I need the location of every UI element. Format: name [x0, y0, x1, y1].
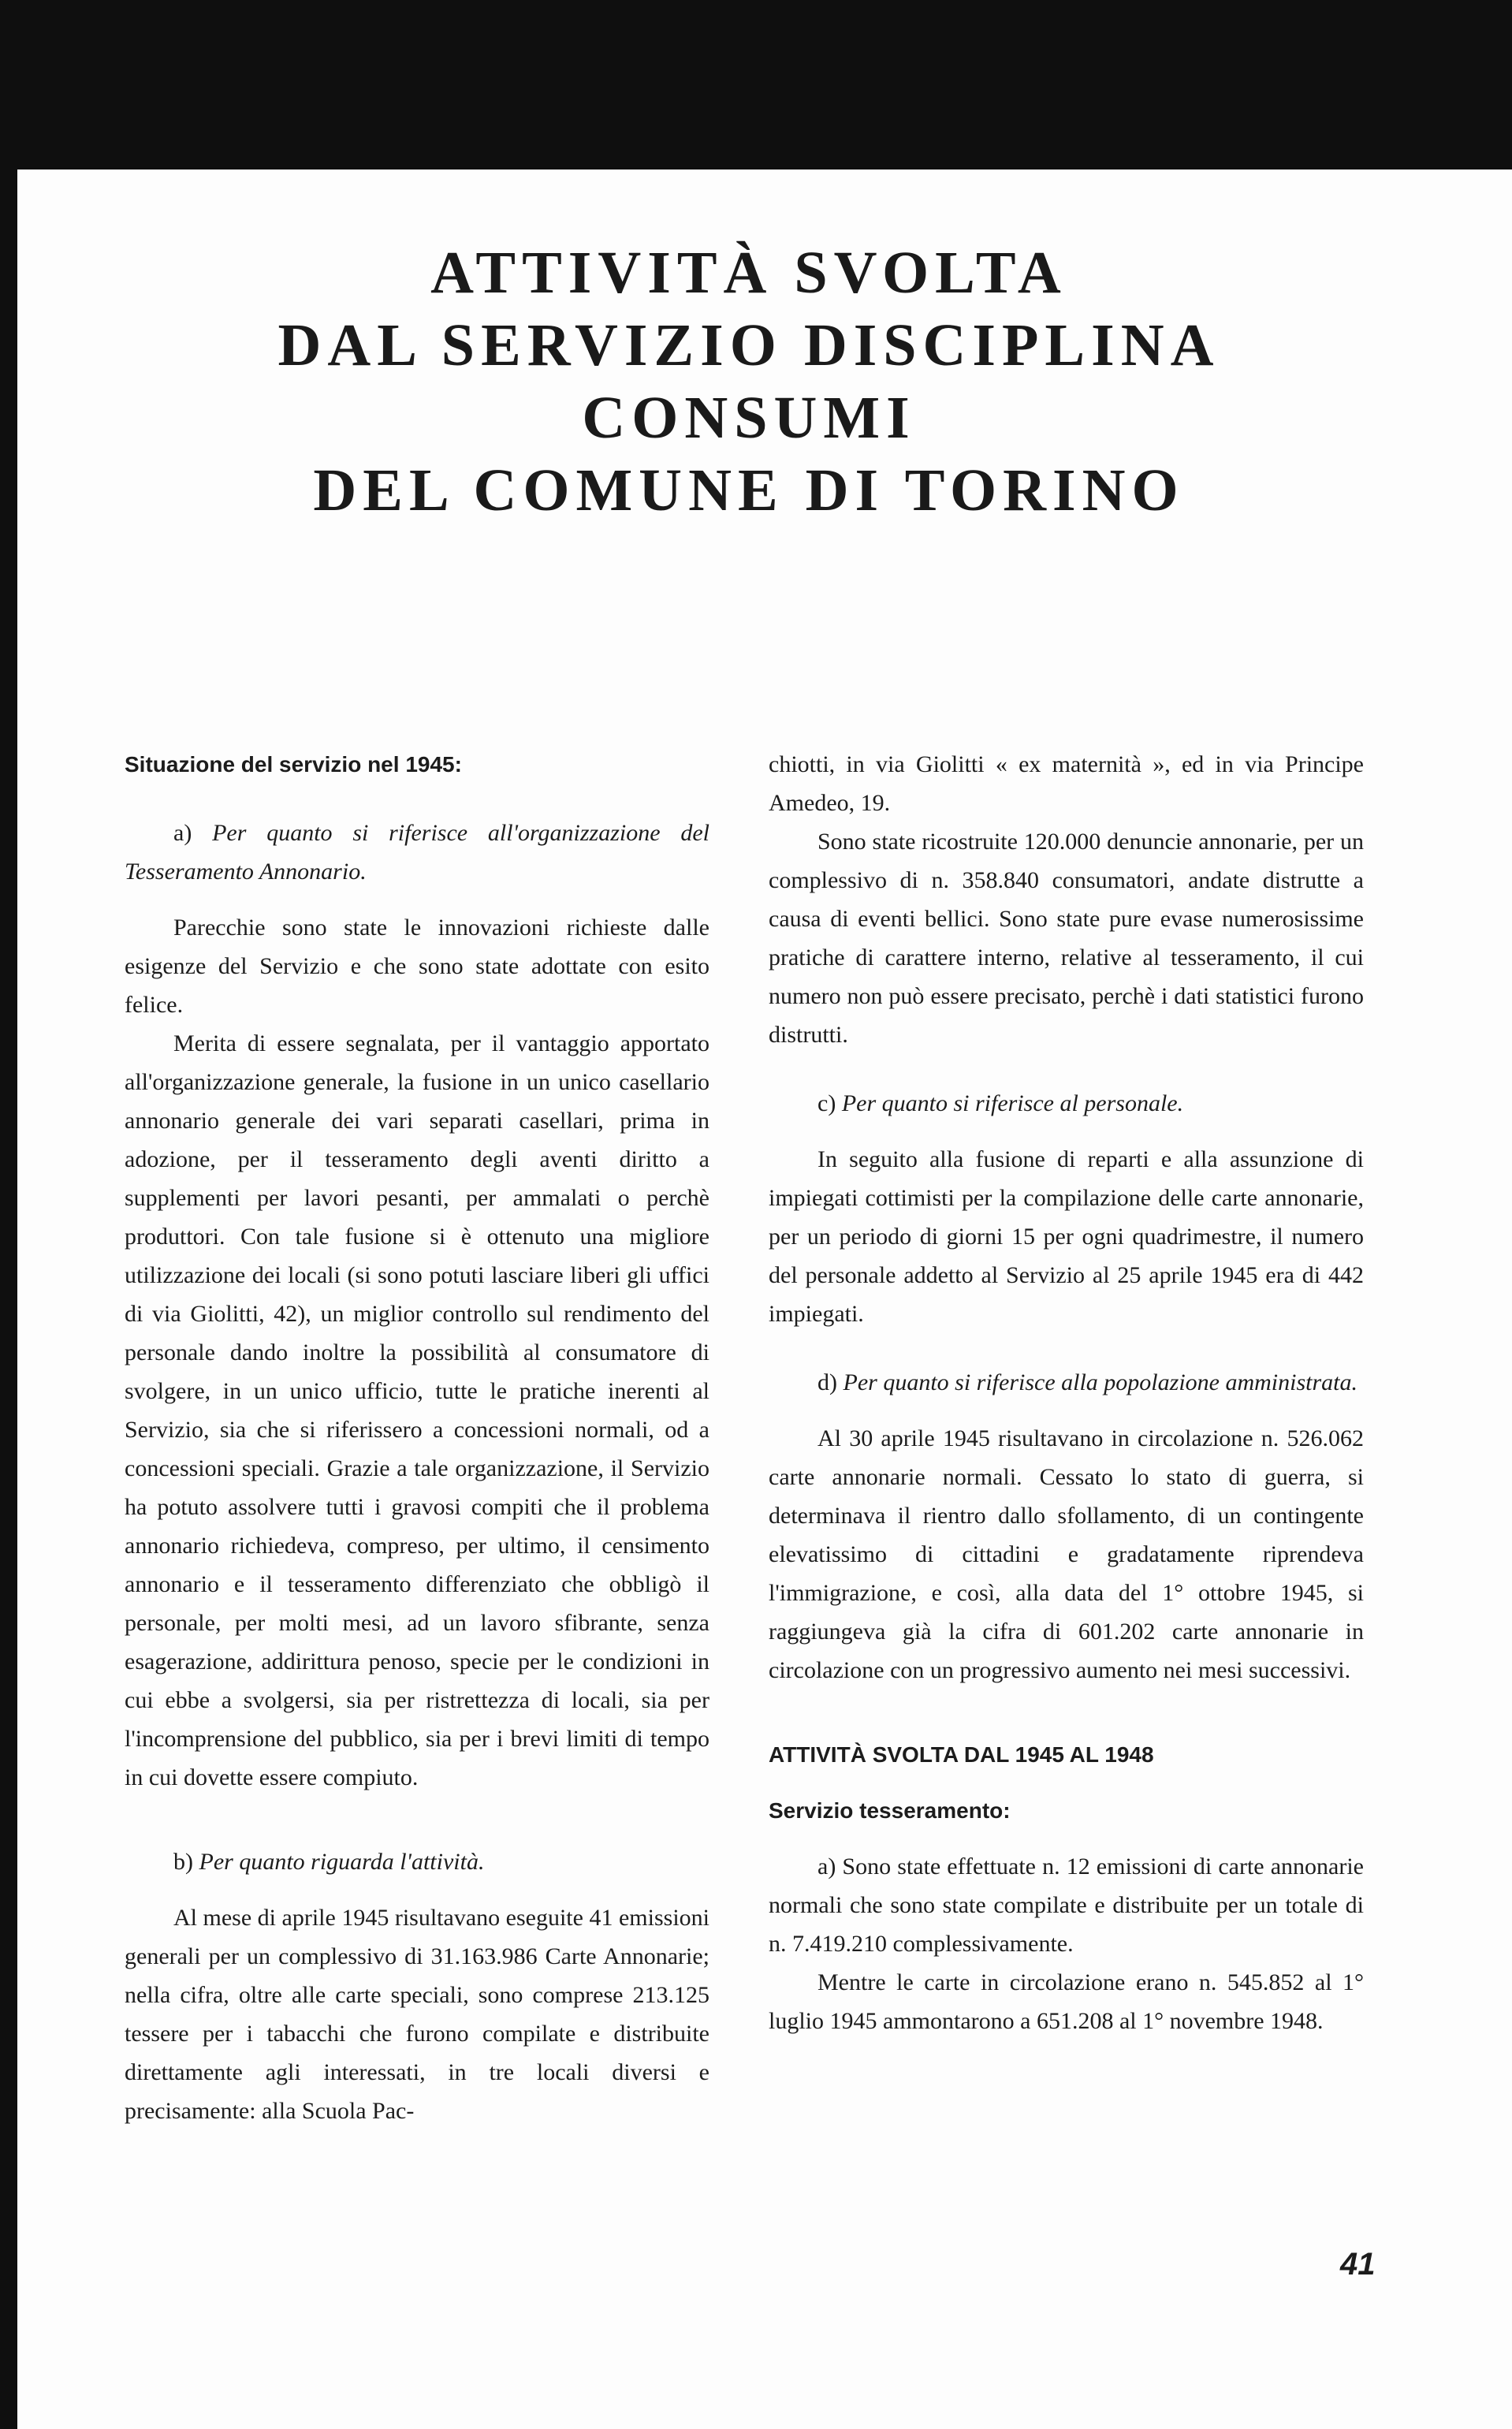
paragraph-personale: In seguito alla fusione di reparti e alla assunzione di impiegati cottimisti per la compilazione delle carte annonarie, per un periodo di giorni 15 per ogni quadrimestre, il numero del personale addetto al Servizio al 25 aprile 1945 era di 442 impiegati.: [769, 1146, 1364, 1327]
subsection-b-title: Per quanto riguarda l'attività.: [199, 1849, 485, 1875]
scan-border-left: [0, 0, 17, 2429]
subsection-c-title: Per quanto si riferisce al personale.: [841, 1090, 1184, 1116]
title-line-1: ATTIVITÀ SVOLTA: [430, 240, 1067, 306]
subsection-a-heading: [125, 814, 709, 891]
subsection-c-letter: c): [817, 1090, 836, 1116]
page-number: 41: [1340, 2247, 1376, 2282]
paragraph-continuation: chiotti, in via Giolitti « ex maternità », ed in via Principe Amedeo, 19.: [769, 751, 1364, 816]
subsection-b-heading: [125, 1842, 709, 1881]
title-line-2: DAL SERVIZIO DISCIPLINA CONSUMI: [277, 312, 1220, 451]
paragraph-denuncie: Sono state ricostruite 120.000 denuncie annonarie, per un complessivo di n. 358.840 consumatori, andate distrutte a causa di eventi bellici. Sono state pure evase numerosissime pratiche di carattere interno, relative al tesseramento, il cui numero non può essere precisato, perchè i dati statistici furono distrutti.: [769, 829, 1364, 1048]
subsection-c-heading: [769, 1084, 1364, 1123]
section-heading-1945: Situazione del servizio nel 1945:: [125, 752, 462, 777]
subsection-d-letter: d): [817, 1369, 837, 1395]
subsection-b-letter: b): [173, 1849, 193, 1875]
subsection-a-title: Per quanto si riferisce all'organizzazione del Tesseramento Annonario.: [125, 820, 709, 885]
left-column: [125, 745, 709, 2130]
section-heading-tesseramento: Servizio tesseramento:: [769, 1798, 1011, 1823]
paragraph-fusione-casellario: Merita di essere segnalata, per il vantaggio apportato all'organizzazione generale, la fusione in un unico casellario annonario generale dei vari separati casellari, prima in adozione, per il tesseramento degli aventi diritto a supplementi per lavori pesanti, per ammalati o perchè produttori. Con tale fusione si è ottenuto una migliore utilizzazione dei locali (si sono potuti lasciare liberi gli uffici di via Giolitti, 42), un miglior controllo sul rendimento del personale dando inoltre la possibilità al consumatore di svolgere, in un unico ufficio, tutte le pratiche inerenti al Servizio, sia che si riferissero a concessioni normali, od a concessioni speciali. Grazie a tale organizzazione, il Servizio ha potuto assolvere tutti i gravosi compiti che il problema annonario richiedeva, compreso, per ultimo, il censimento annonario e il tesseramento differenziato che obbligò il personale, per molti mesi, ad un lavoro sfibrante, senza esagerazione, addirittura penoso, specie per le condizioni in cui ebbe a svolgersi, sia per ristrettezza di locali, sia per l'incomprensione del pubblico, sia per i brevi limiti di tempo in cui dovette essere compiuto.: [125, 1030, 709, 1790]
paragraph-circolazione: Mentre le carte in circolazione erano n. 545.852 al 1° luglio 1945 ammontarono a 651.208 al 1° novembre 1948.: [769, 1969, 1364, 2034]
paragraph-popolazione: Al 30 aprile 1945 risultavano in circolazione n. 526.062 carte annonarie normali. Cessato lo stato di guerra, si determinava il rientro dallo sfollamento, di un contingente elevatissimo di cittadini e gradatamente riprendeva l'immigrazione, e così, alla data del 1° ottobre 1945, si raggiungeva già la cifra di 601.202 carte annonarie in circolazione con un progressivo aumento nei mesi successivi.: [769, 1425, 1364, 1683]
subsection-d-title: Per quanto si riferisce alla popolazione amministrata.: [843, 1369, 1357, 1395]
right-column: [769, 745, 1364, 2040]
paragraph-innovazioni: Parecchie sono state le innovazioni richieste dalle esigenze del Servizio e che sono state adottate con esito felice.: [125, 915, 709, 1018]
paragraph-emissioni-carte: a) Sono state effettuate n. 12 emissioni di carte annonarie normali che sono state compilate e distribuite per un totale di n. 7.419.210 complessivamente.: [769, 1853, 1364, 1957]
page-title: [118, 237, 1380, 527]
scan-border-top: [0, 0, 1512, 170]
subsection-a-letter: a): [173, 820, 192, 846]
subsection-d-heading: [769, 1363, 1364, 1402]
paragraph-emissioni-1945: Al mese di aprile 1945 risultavano eseguite 41 emissioni generali per un complessivo di 31.163.986 Carte Annonarie; nella cifra, oltre alle carte speciali, sono comprese 213.125 tessere per i tabacchi che furono compilate e distribuite direttamente agli interessati, in tre locali diversi e precisamente: alla Scuola Pac-: [125, 1905, 709, 2124]
title-line-3: DEL COMUNE DI TORINO: [313, 457, 1185, 523]
section-heading-1945-1948: ATTIVITÀ SVOLTA DAL 1945 AL 1948: [769, 1742, 1154, 1767]
